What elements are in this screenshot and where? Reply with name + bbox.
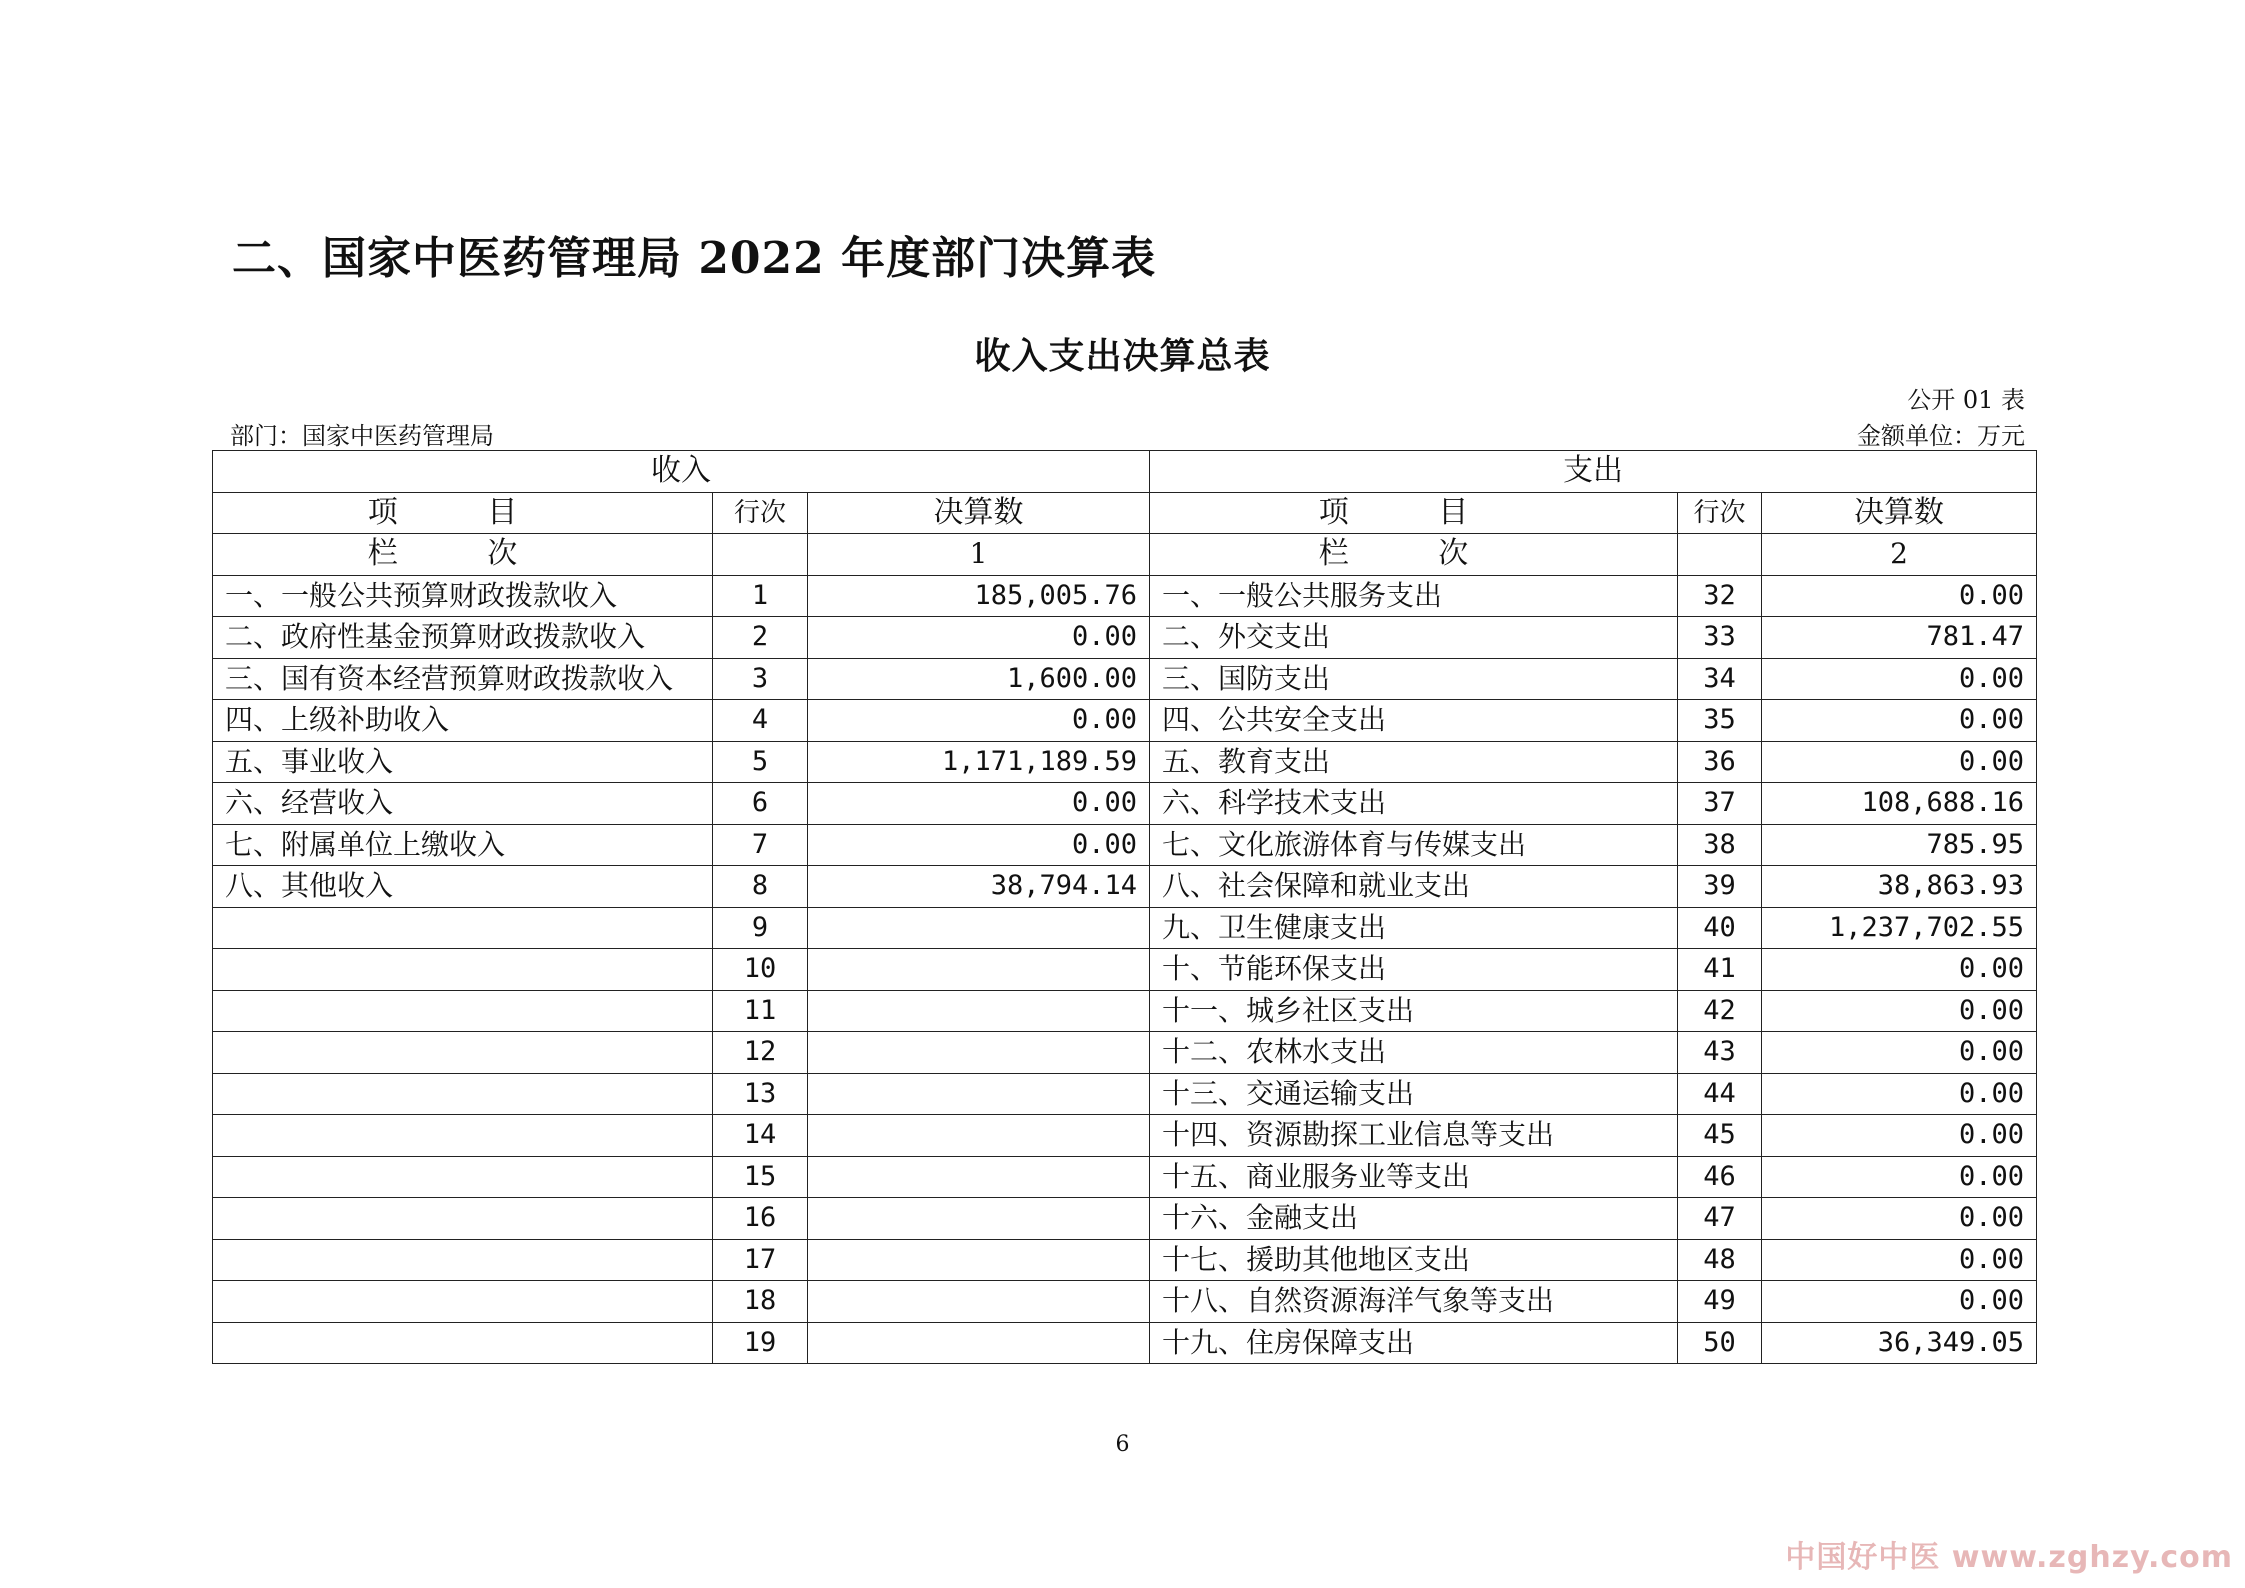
expense-row-no-cell: 44 [1678, 1073, 1762, 1115]
watermark-logo: 中国好中医 www.zghzy.com [1785, 1540, 2233, 1575]
expense-amount-cell: 0.00 [1762, 1198, 2037, 1240]
income-row-no-cell: 6 [713, 783, 808, 825]
income-amount-cell [808, 1239, 1150, 1281]
expense-row-no-cell: 32 [1678, 575, 1762, 617]
income-item-cell [213, 1073, 713, 1115]
expense-row-no-cell: 38 [1678, 824, 1762, 866]
expense-item-cell: 十九、住房保障支出 [1150, 1322, 1678, 1364]
expense-row-no-cell: 47 [1678, 1198, 1762, 1240]
table-row [213, 658, 2037, 700]
income-row-no-cell: 12 [713, 1032, 808, 1074]
expense-item-cell: 十八、自然资源海洋气象等支出 [1150, 1281, 1678, 1323]
expense-amount-cell: 0.00 [1762, 1073, 2037, 1115]
expense-row-no-cell: 50 [1678, 1322, 1762, 1364]
column-index-row [213, 534, 2037, 576]
table-row [213, 866, 2037, 908]
table-row [213, 741, 2037, 783]
expense-item-cell: 七、文化旅游体育与传媒支出 [1150, 824, 1678, 866]
table-row [213, 1156, 2037, 1198]
group-header-row [213, 451, 2037, 493]
department-label: 部门：国家中医药管理局 [230, 422, 494, 450]
expense-row-no-cell: 46 [1678, 1156, 1762, 1198]
column-header-row [213, 492, 2037, 534]
expense-amount-cell: 0.00 [1762, 990, 2037, 1032]
income-amount-cell: 0.00 [808, 617, 1150, 659]
income-row-no-cell: 5 [713, 741, 808, 783]
expense-item-cell: 二、外交支出 [1150, 617, 1678, 659]
expense-amount-cell: 38,863.93 [1762, 866, 2037, 908]
expense-amount-cell: 0.00 [1762, 741, 2037, 783]
income-item-cell [213, 1198, 713, 1240]
table-row [213, 1198, 2037, 1240]
expense-item-cell: 十三、交通运输支出 [1150, 1073, 1678, 1115]
income-item-cell: 七、附属单位上缴收入 [213, 824, 713, 866]
income-item-cell [213, 907, 713, 949]
expense-amount-cell: 785.95 [1762, 824, 2037, 866]
table-row [213, 949, 2037, 991]
income-amount-cell [808, 1198, 1150, 1240]
income-row-no-cell: 17 [713, 1239, 808, 1281]
expense-amount-cell: 0.00 [1762, 1032, 2037, 1074]
income-amount-cell: 1,171,189.59 [808, 741, 1150, 783]
income-row-no-cell: 18 [713, 1281, 808, 1323]
expense-amount-header: 决算数 [1762, 492, 2037, 534]
expense-row-no-cell: 33 [1678, 617, 1762, 659]
income-item-header: 项 目 [213, 492, 713, 534]
income-row-no-cell: 11 [713, 990, 808, 1032]
expense-row-no-header: 行次 [1678, 492, 1762, 534]
income-amount-cell: 0.00 [808, 700, 1150, 742]
income-row-no-cell: 13 [713, 1073, 808, 1115]
table-row [213, 1281, 2037, 1323]
page-number: 6 [1115, 1432, 1130, 1457]
expense-row-no-cell: 42 [1678, 990, 1762, 1032]
table-row [213, 575, 2037, 617]
income-amount-cell: 38,794.14 [808, 866, 1150, 908]
expense-item-cell: 十二、农林水支出 [1150, 1032, 1678, 1074]
income-item-cell [213, 1239, 713, 1281]
page-heading: 二、国家中医药管理局 2022 年度部门决算表 [232, 233, 1157, 284]
income-group-header: 收入 [213, 451, 1150, 493]
income-item-cell [213, 990, 713, 1032]
expense-group-header: 支出 [1150, 451, 2037, 493]
income-item-cell [213, 1156, 713, 1198]
income-amount-cell [808, 949, 1150, 991]
income-item-cell [213, 1115, 713, 1157]
table-row [213, 1115, 2037, 1157]
income-row-no-cell: 8 [713, 866, 808, 908]
income-row-no-cell: 16 [713, 1198, 808, 1240]
income-item-cell: 五、事业收入 [213, 741, 713, 783]
table-row [213, 1073, 2037, 1115]
income-expense-table [212, 450, 2037, 1364]
income-amount-cell [808, 1032, 1150, 1074]
expense-row-no-cell: 41 [1678, 949, 1762, 991]
income-item-cell [213, 949, 713, 991]
expense-row-no-cell: 39 [1678, 866, 1762, 908]
expense-item-cell: 三、国防支出 [1150, 658, 1678, 700]
expense-column-index: 2 [1762, 534, 2037, 576]
expense-row-no-cell: 48 [1678, 1239, 1762, 1281]
expense-row-no-cell: 37 [1678, 783, 1762, 825]
table-number: 公开 01 表 [1907, 386, 2025, 414]
income-item-cell [213, 1322, 713, 1364]
expense-amount-cell: 108,688.16 [1762, 783, 2037, 825]
expense-item-cell: 十四、资源勘探工业信息等支出 [1150, 1115, 1678, 1157]
expense-item-cell: 六、科学技术支出 [1150, 783, 1678, 825]
expense-item-cell: 八、社会保障和就业支出 [1150, 866, 1678, 908]
income-amount-cell: 1,600.00 [808, 658, 1150, 700]
table-row [213, 990, 2037, 1032]
expense-amount-cell: 0.00 [1762, 1239, 2037, 1281]
income-amount-cell: 0.00 [808, 824, 1150, 866]
expense-item-cell: 九、卫生健康支出 [1150, 907, 1678, 949]
income-row-no-cell: 15 [713, 1156, 808, 1198]
expense-item-cell: 五、教育支出 [1150, 741, 1678, 783]
expense-item-cell: 一、一般公共服务支出 [1150, 575, 1678, 617]
expense-amount-cell: 0.00 [1762, 949, 2037, 991]
table-row [213, 617, 2037, 659]
expense-index-empty [1678, 534, 1762, 576]
income-amount-cell [808, 1281, 1150, 1323]
table-row [213, 1032, 2037, 1074]
income-amount-cell [808, 1115, 1150, 1157]
income-row-no-cell: 2 [713, 617, 808, 659]
income-amount-cell [808, 1156, 1150, 1198]
expense-item-cell: 十六、金融支出 [1150, 1198, 1678, 1240]
expense-amount-cell: 36,349.05 [1762, 1322, 2037, 1364]
expense-amount-cell: 0.00 [1762, 700, 2037, 742]
expense-amount-cell: 0.00 [1762, 658, 2037, 700]
table-row [213, 907, 2037, 949]
expense-row-no-cell: 43 [1678, 1032, 1762, 1074]
income-item-cell: 二、政府性基金预算财政拨款收入 [213, 617, 713, 659]
expense-amount-cell: 0.00 [1762, 575, 2037, 617]
income-amount-cell [808, 907, 1150, 949]
expense-amount-cell: 0.00 [1762, 1281, 2037, 1323]
income-item-cell: 四、上级补助收入 [213, 700, 713, 742]
income-row-no-cell: 10 [713, 949, 808, 991]
income-item-cell: 一、一般公共预算财政拨款收入 [213, 575, 713, 617]
expense-row-no-cell: 40 [1678, 907, 1762, 949]
expense-amount-cell: 0.00 [1762, 1156, 2037, 1198]
expense-item-cell: 十七、援助其他地区支出 [1150, 1239, 1678, 1281]
income-item-cell: 三、国有资本经营预算财政拨款收入 [213, 658, 713, 700]
expense-item-cell: 四、公共安全支出 [1150, 700, 1678, 742]
expense-amount-cell: 1,237,702.55 [1762, 907, 2037, 949]
table-row [213, 1239, 2037, 1281]
expense-row-no-cell: 34 [1678, 658, 1762, 700]
expense-item-header: 项 目 [1150, 492, 1678, 534]
income-row-no-header: 行次 [713, 492, 808, 534]
expense-item-cell: 十五、商业服务业等支出 [1150, 1156, 1678, 1198]
income-index-label: 栏 次 [213, 534, 713, 576]
income-row-no-cell: 1 [713, 575, 808, 617]
table-row [213, 783, 2037, 825]
income-amount-cell: 185,005.76 [808, 575, 1150, 617]
income-row-no-cell: 4 [713, 700, 808, 742]
expense-index-label: 栏 次 [1150, 534, 1678, 576]
income-index-empty [713, 534, 808, 576]
income-amount-cell [808, 1073, 1150, 1115]
table-title: 收入支出决算总表 [974, 335, 1271, 377]
income-amount-cell [808, 1322, 1150, 1364]
expense-amount-cell: 781.47 [1762, 617, 2037, 659]
income-amount-cell: 0.00 [808, 783, 1150, 825]
table-row [213, 700, 2037, 742]
income-item-cell: 八、其他收入 [213, 866, 713, 908]
income-item-cell [213, 1032, 713, 1074]
income-row-no-cell: 19 [713, 1322, 808, 1364]
income-column-index: 1 [808, 534, 1150, 576]
income-row-no-cell: 9 [713, 907, 808, 949]
income-item-cell [213, 1281, 713, 1323]
income-row-no-cell: 7 [713, 824, 808, 866]
expense-item-cell: 十一、城乡社区支出 [1150, 990, 1678, 1032]
expense-item-cell: 十、节能环保支出 [1150, 949, 1678, 991]
expense-row-no-cell: 49 [1678, 1281, 1762, 1323]
table-row [213, 1322, 2037, 1364]
income-item-cell: 六、经营收入 [213, 783, 713, 825]
expense-row-no-cell: 36 [1678, 741, 1762, 783]
table-body [213, 451, 2037, 1364]
expense-row-no-cell: 35 [1678, 700, 1762, 742]
income-row-no-cell: 3 [713, 658, 808, 700]
income-row-no-cell: 14 [713, 1115, 808, 1157]
table-row [213, 824, 2037, 866]
expense-row-no-cell: 45 [1678, 1115, 1762, 1157]
unit-label: 金额单位：万元 [1857, 422, 2025, 450]
expense-amount-cell: 0.00 [1762, 1115, 2037, 1157]
income-amount-cell [808, 990, 1150, 1032]
income-amount-header: 决算数 [808, 492, 1150, 534]
